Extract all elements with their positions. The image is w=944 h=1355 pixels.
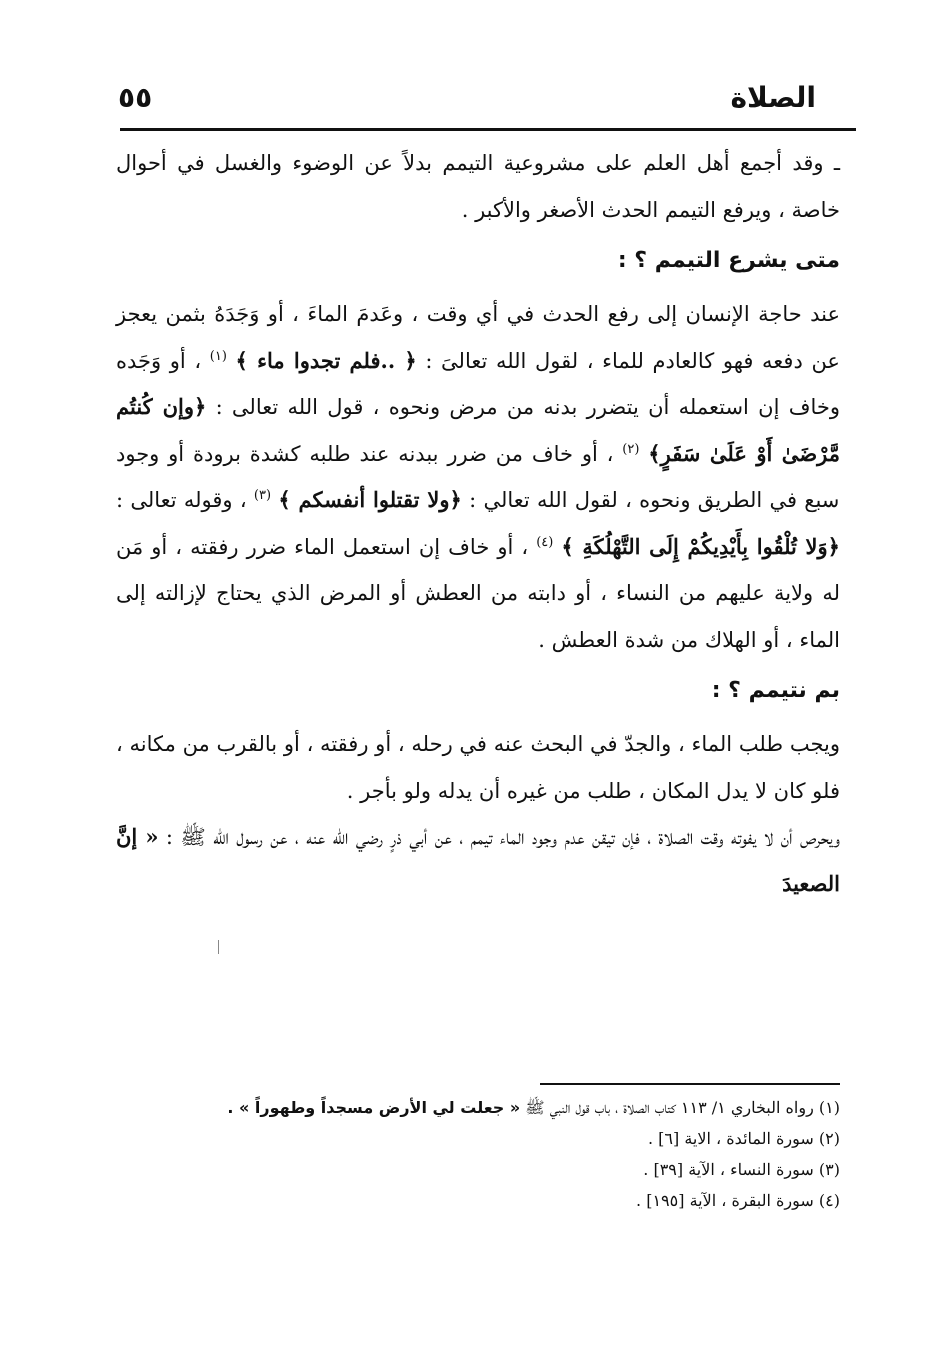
footnote-4: (٤) سورة البقرة ، الآية [١٩٥] . — [636, 1191, 840, 1210]
footnote-1 — [110, 1092, 840, 1123]
footnote-3: (٣) سورة النساء ، الآية [٣٩] . — [643, 1160, 840, 1179]
paragraph-when-tayammum — [116, 291, 840, 663]
quran-verse: ﴿ ..فلم تجدوا ماء ﴾ — [235, 347, 417, 373]
footnote-ref: (٢) — [622, 441, 640, 457]
footnote-ref: (١) — [209, 348, 227, 364]
header-rule — [120, 128, 856, 131]
text-span: عند حاجة الإنسان إلى رفع الحدث في أي وقت ، وعَدمَ الماءَ ، أو وَجَدَهُ بثمن يعجز عن دفعه فهو كالعادم للماء ، لقول الله تعالىَ : — [116, 302, 840, 373]
text-span: ، وقوله تعالى : — [116, 488, 247, 512]
section-heading-when: متى يشرع التيمم ؟ : — [617, 248, 840, 273]
paragraph-consensus: ـ وقد أجمع أهل العلم على مشروعية التيمم بدلاً عن الوضوء والغسل في أحوال خاصة ، ويرفع التيمم الحدث الأصغر والأكبر . — [116, 151, 840, 222]
running-title: الصلاة — [730, 80, 816, 114]
scan-mark — [218, 940, 219, 954]
hadith-quote: « إنَّ الصعيدَ — [116, 824, 840, 896]
page-header — [118, 72, 816, 122]
quran-verse: ﴿وإن كُنتُم مَّرْضَىٰ أَوْ عَلَىٰ سَفَرٍ﴾ — [116, 394, 840, 466]
footnote-2: (٢) سورة المائدة ، الاية [٦] . — [648, 1129, 840, 1148]
footnote-hadith: « جعلت لي الأرض مسجداً وطهوراً » . — [227, 1098, 521, 1117]
paragraph-prayer-time — [116, 814, 840, 907]
quran-verse: ﴿وَلا تُلْقُوا بِأَيْدِيكُمْ إِلَى التَّهْلُكَةِ ﴾ — [561, 533, 840, 559]
footnote-ref: (٣) — [253, 488, 272, 503]
footnote-ref: (٤) — [536, 534, 554, 550]
main-text — [116, 140, 840, 907]
section-heading-with-what: بم نتيمم ؟ : — [711, 678, 840, 703]
text-span: ، أو خاف من ضرر ببدنه عند طلبه كشدة برودة أو وجود سبع في الطريق ونحوه ، لقول الله تعالي : — [116, 441, 840, 512]
text-span: ، أو وَجَده وخاف إن استعمله أن يتضرر بدنه من مرض ونحوه ، قول الله تعالى : — [116, 348, 840, 419]
page-number: ٥٥ — [118, 80, 153, 114]
text-span: ، أو خاف إن استعمل الماء ضرر رفقته ، أو مَن له ولاية عليهم من النساء ، أو دابته من العطش أو المرض الذي يحتاج لإزالته إلى الماء ، أو الهلاك من شدة العطش . — [116, 534, 840, 652]
footnotes — [110, 1092, 840, 1216]
quran-verse: ﴿ولا تقتلوا أنفسكم ﴾ — [278, 487, 462, 512]
footnote-text: (١) رواه البخاري ١/ ١١٣ كتاب الصلاة ، باب قول النبي ﷺ — [520, 1098, 840, 1117]
footnote-rule — [540, 1083, 840, 1085]
text-span: ويحرص أن لا يفوته وقت الصلاة ، فإن تيقن عدم وجود الماء تيمم ، عن أبي ذرٍ رضي الله عنه ، عن رسول الله ﷺ : — [158, 825, 840, 849]
paragraph-seek-water: ويجب طلب الماء ، والجدّ في البحث عنه في رحله ، أو رفقته ، أو بالقرب من مكانه ، فلو كان لا يدل المكان ، طلب من غيره أن يدله ولو بأجر . — [116, 732, 840, 803]
